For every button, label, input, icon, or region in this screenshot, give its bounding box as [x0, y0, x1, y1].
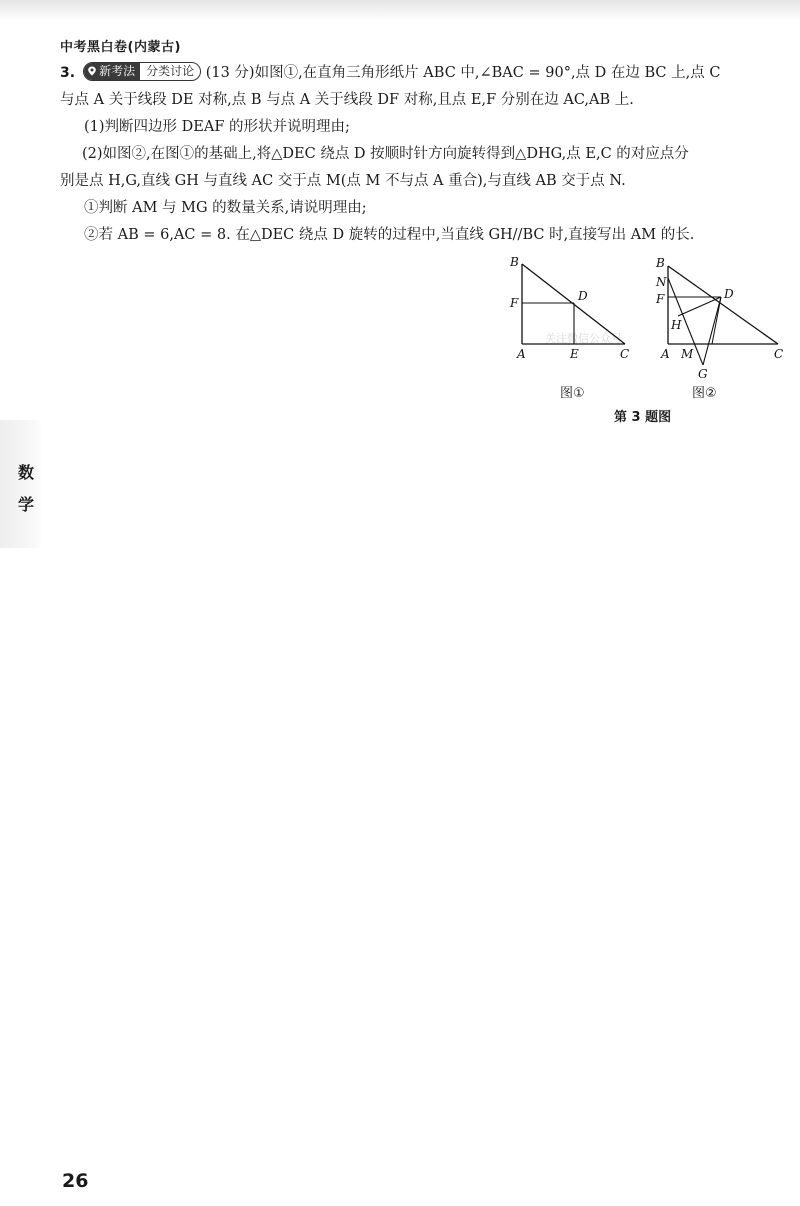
problem-part-2-cont: 别是点 H,G,直线 GH 与直线 AC 交于点 M(点 M 不与点 A 重合),与直线 AB 交于点 N.: [60, 173, 626, 189]
fig2-label-d: D: [724, 287, 734, 301]
tag-secondary-label: 分类讨论: [146, 64, 195, 78]
fig2-segment-dg: [703, 297, 721, 365]
problem-tag: [83, 62, 201, 81]
fig2-label-f: F: [656, 292, 665, 306]
problem-line-1: [60, 60, 785, 87]
fig1-label-d: D: [578, 289, 588, 303]
side-tab-char-1: 数: [18, 463, 35, 482]
subject-side-tab: [0, 420, 44, 548]
fig1-label-e: E: [570, 347, 579, 361]
fig1-label-b: B: [510, 255, 519, 269]
fig1-label-a: A: [517, 347, 526, 361]
tag-primary-label: 新考法: [99, 64, 136, 78]
fig2-label-a: A: [661, 347, 670, 361]
page-top-shadow: [0, 0, 800, 22]
problem-subpart-1: ①判断 AM 与 MG 的数量关系,请说明理由;: [84, 200, 367, 216]
fig2-segment-de: [712, 297, 721, 344]
fig2-label-h: H: [671, 318, 682, 332]
problem-figures: [500, 250, 800, 430]
problem-number: 3.: [60, 65, 76, 81]
fig2-segment-dh: [678, 297, 721, 316]
figure-2-caption: 图②: [692, 386, 717, 401]
figure-1-caption: 图①: [560, 386, 585, 401]
page-number: 26: [62, 1170, 89, 1192]
problem-part-2: (2)如图②,在图①的基础上,将△DEC 绕点 D 按顺时针方向旋转得到△DHG,点 E,C 的对应点分: [82, 146, 689, 162]
book-header-title: 中考黑白卷(内蒙古): [60, 40, 181, 55]
fig2-label-c: C: [774, 347, 784, 361]
watermark-text: 关注微信公众号: [545, 332, 622, 345]
location-pin-icon: [87, 66, 97, 76]
geometry-diagrams: [500, 250, 800, 430]
fig2-label-m: M: [681, 347, 694, 361]
fig1-label-f: F: [510, 296, 519, 310]
fig2-label-b: B: [656, 256, 665, 270]
problem-line-2: 与点 A 关于线段 DE 对称,点 B 与点 A 关于线段 DF 对称,且点 E,F 分别在边 AC,AB 上.: [60, 92, 634, 108]
tag-primary: [84, 63, 140, 80]
figure-1-diagram: [522, 264, 625, 344]
problem-text: (13 分)如图①,在直角三角形纸片 ABC 中,∠BAC = 90°,点 D 在边 BC 上,点 C: [205, 65, 721, 81]
figures-caption: 第 3 题图: [614, 410, 672, 425]
problem-subpart-2: ②若 AB = 6,AC = 8. 在△DEC 绕点 D 旋转的过程中,当直线 GH//BC 时,直接写出 AM 的长.: [84, 227, 695, 243]
fig2-label-g: G: [698, 367, 708, 381]
problem-3: [60, 60, 785, 249]
fig1-label-c: C: [620, 347, 630, 361]
side-tab-char-2: 学: [18, 495, 35, 514]
fig2-segment-bc: [668, 266, 778, 344]
fig2-label-n: N: [656, 275, 667, 289]
problem-part-1: (1)判断四边形 DEAF 的形状并说明理由;: [84, 119, 350, 135]
